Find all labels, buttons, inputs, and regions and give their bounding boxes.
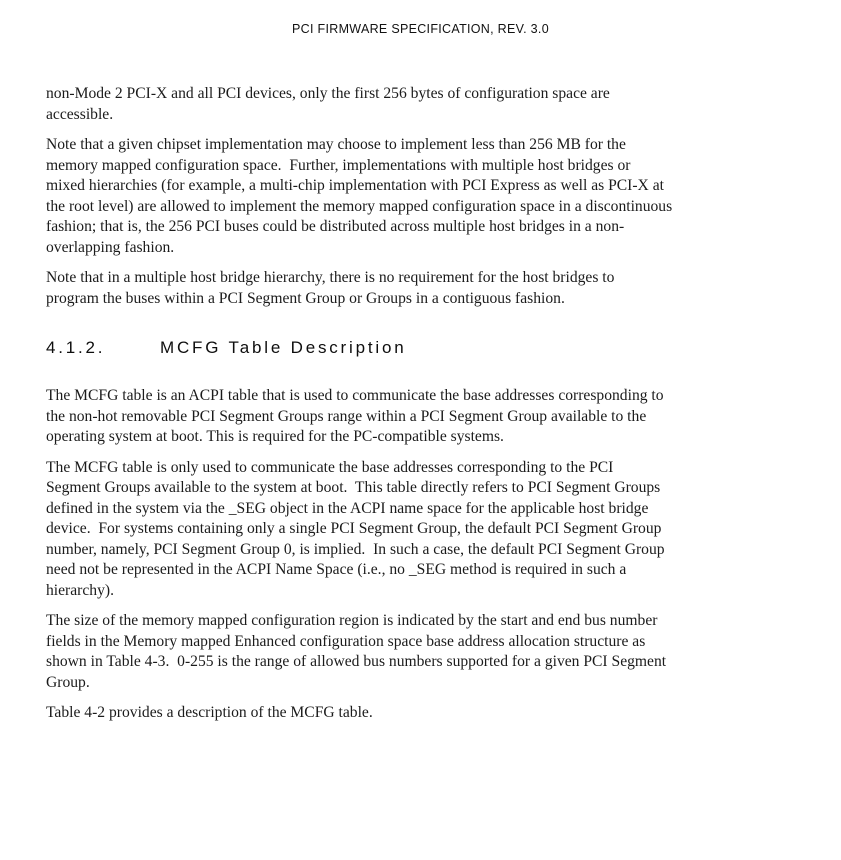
running-header: PCI FIRMWARE SPECIFICATION, REV. 3.0: [292, 22, 549, 36]
section-heading: [46, 337, 801, 359]
text-line: The size of the memory mapped configuration region is indicated by the start and end bus number: [46, 612, 658, 629]
text-line: number, namely, PCI Segment Group 0, is implied. In such a case, the default PCI Segment Group: [46, 540, 665, 558]
text-line: defined in the system via the _SEG object in the ACPI name space for the applicable host bridge: [46, 499, 649, 517]
text-line: program the buses within a PCI Segment Group or Groups in a contiguous fashion.: [46, 289, 565, 307]
text-line: The MCFG table is only used to communicate the base addresses corresponding to the PCI: [46, 458, 614, 476]
text-line: The MCFG table is an ACPI table that is used to communicate the base addresses corresponding to: [46, 387, 664, 404]
section-title: MCFG Table Description: [160, 338, 407, 357]
text-line: Note that in a multiple host bridge hierarchy, there is no requirement for the host bridges to: [46, 269, 615, 286]
text-line: fields in the Memory mapped Enhanced configuration space base address allocation structure as: [46, 632, 646, 650]
paragraph: [46, 458, 801, 602]
text-line: need not be represented in the ACPI Name Space (i.e., no _SEG method is required in such a: [46, 561, 627, 578]
text-line: Group.: [46, 673, 90, 691]
text-line: overlapping fashion.: [46, 238, 175, 256]
text-line: hierarchy).: [46, 581, 114, 599]
text-line: Table 4-2 provides a description of the MCFG table.: [46, 704, 373, 721]
text-line: non-Mode 2 PCI-X and all PCI devices, only the first 256 bytes of configuration space are: [46, 85, 610, 102]
text-line: fashion; that is, the 256 PCI buses could be distributed across multiple host bridges in a non-: [46, 218, 625, 235]
paragraph: [46, 268, 801, 309]
paragraph: [46, 611, 801, 693]
section-number: 4.1.2.: [46, 338, 106, 357]
text-line: the non-hot removable PCI Segment Groups range within a PCI Segment Group available to the: [46, 407, 647, 425]
paragraph: [46, 84, 801, 125]
page-content: [46, 84, 801, 734]
text-line: Note that a given chipset implementation may choose to implement less than 256 MB for the: [46, 136, 626, 153]
text-line: operating system at boot. This is required for the PC-compatible systems.: [46, 428, 504, 445]
text-line: Segment Groups available to the system at boot. This table directly refers to PCI Segment Groups: [46, 479, 661, 496]
paragraph: [46, 135, 801, 258]
text-line: device. For systems containing only a single PCI Segment Group, the default PCI Segment Group: [46, 520, 662, 537]
paragraph: [46, 703, 801, 724]
text-line: mixed hierarchies (for example, a multi-chip implementation with PCI Express as well as PCI-X at: [46, 177, 664, 194]
paragraph: [46, 386, 801, 448]
text-line: accessible.: [46, 105, 114, 123]
text-line: the root level) are allowed to implement the memory mapped configuration space in a discontinuous: [46, 197, 673, 215]
text-line: shown in Table 4-3. 0-255 is the range of allowed bus numbers supported for a given PCI Segment: [46, 653, 667, 670]
text-line: memory mapped configuration space. Further, implementations with multiple host bridges or: [46, 156, 631, 174]
